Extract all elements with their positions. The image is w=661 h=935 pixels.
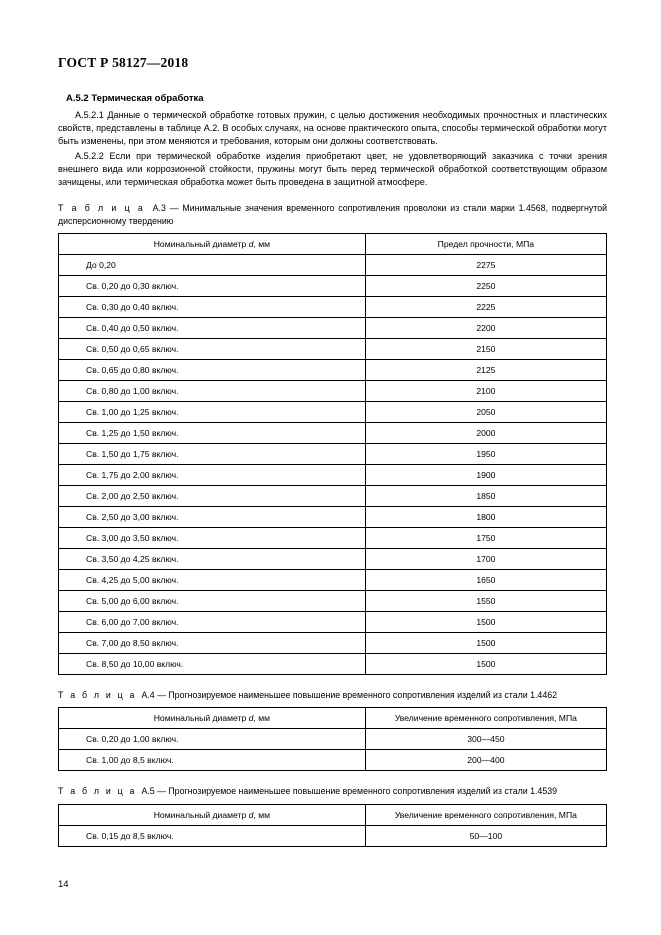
section-heading: А.5.2 Термическая обработка: [66, 93, 204, 104]
table-a3-header-row: [59, 234, 607, 255]
table-row: [59, 339, 607, 360]
cell-strength: 2125: [365, 360, 606, 381]
cell-diameter: Св. 0,15 до 8,5 включ.: [59, 825, 366, 846]
cell-diameter: Св. 1,75 до 2,00 включ.: [59, 465, 366, 486]
table-row: [59, 360, 607, 381]
table-row: [59, 381, 607, 402]
table-a4: [58, 707, 607, 771]
cell-diameter: Св. 0,30 до 0,40 включ.: [59, 297, 366, 318]
cell-strength: 1500: [365, 633, 606, 654]
cell-strength: 1900: [365, 465, 606, 486]
table-a3-caption-text: — Минимальные значения временного сопротивления проволоки из стали марки 1.4568, подвергнутой дисперсионному твердению: [58, 203, 608, 226]
cell-strength: 2275: [365, 255, 606, 276]
table-a5-caption-text: — Прогнозируемое наименьшее повышение временного сопротивления изделий из стали 1.4539: [157, 786, 557, 797]
table-row: [59, 297, 607, 318]
cell-strength: 1950: [365, 444, 606, 465]
cell-strength: 1750: [365, 528, 606, 549]
cell-diameter: Св. 1,00 до 8,5 включ.: [59, 750, 366, 771]
table-row: [59, 654, 607, 675]
table-row: [59, 486, 607, 507]
cell-diameter: Св. 0,40 до 0,50 включ.: [59, 318, 366, 339]
cell-increase: 50—100: [365, 825, 606, 846]
cell-strength: 2000: [365, 423, 606, 444]
table-a3: [58, 233, 607, 675]
table-a4-caption-label: Т а б л и ц а: [58, 690, 137, 701]
paragraph-a522: А.5.2.2 Если при термической обработке изделия приобретают цвет, не удовлетворяющий заказчика с точки зрения внешнего вида или коррозионной стойкости, пружины могут быть перед термической обработкой соответствующим образом зачищены, или термическая обработка может быть проведена в защитной атмосфере.: [58, 150, 607, 187]
table-a5-caption-number: А.5: [141, 786, 155, 797]
table-row: [59, 750, 607, 771]
cell-strength: 2225: [365, 297, 606, 318]
cell-increase: 300—450: [365, 729, 606, 750]
table-a4-col-diameter: Номинальный диаметр d, мм: [59, 708, 366, 729]
cell-diameter: Св. 6,00 до 7,00 включ.: [59, 612, 366, 633]
table-row: [59, 423, 607, 444]
cell-diameter: Св. 1,00 до 1,25 включ.: [59, 402, 366, 423]
cell-strength: 1800: [365, 507, 606, 528]
paragraph-a521: А.5.2.1 Данные о термической обработке готовых пружин, с целью достижения необходимых прочностных и пластических свойств, представлены в таблице А.2. В особых случаях, на основе практического опыта, способы термической обработки могут быть изменены, при этом меняются и требования, которым они должны соответствовать.: [58, 110, 607, 146]
cell-diameter: Св. 0,65 до 0,80 включ.: [59, 360, 366, 381]
cell-diameter: Св. 0,50 до 0,65 включ.: [59, 339, 366, 360]
table-a3-col-diameter: Номинальный диаметр d, мм: [59, 234, 366, 255]
cell-diameter: Св. 2,00 до 2,50 включ.: [59, 486, 366, 507]
table-row: [59, 528, 607, 549]
table-row: [59, 612, 607, 633]
table-a5-col-diameter: Номинальный диаметр d, мм: [59, 804, 366, 825]
table-row: [59, 507, 607, 528]
table-a3-col-strength: Предел прочности, МПа: [365, 234, 606, 255]
table-a3-caption-number: А.3: [152, 203, 166, 214]
cell-diameter: Св. 1,50 до 1,75 включ.: [59, 444, 366, 465]
table-row: [59, 570, 607, 591]
cell-diameter: Св. 0,80 до 1,00 включ.: [59, 381, 366, 402]
cell-strength: 2250: [365, 276, 606, 297]
cell-diameter: Св. 3,00 до 3,50 включ.: [59, 528, 366, 549]
cell-diameter: Св. 1,25 до 1,50 включ.: [59, 423, 366, 444]
cell-diameter: Св. 0,20 до 1,00 включ.: [59, 729, 366, 750]
table-a4-caption-text: — Прогнозируемое наименьшее повышение временного сопротивления изделий из стали 1.4462: [157, 690, 557, 701]
table-row: [59, 255, 607, 276]
table-row: [59, 402, 607, 423]
table-a4-caption: [58, 689, 607, 701]
table-row: [59, 318, 607, 339]
table-a4-col-increase: Увеличение временного сопротивления, МПа: [365, 708, 606, 729]
cell-diameter: До 0,20: [59, 255, 366, 276]
table-row: [59, 276, 607, 297]
cell-strength: 1700: [365, 549, 606, 570]
cell-strength: 1850: [365, 486, 606, 507]
cell-strength: 2100: [365, 381, 606, 402]
cell-diameter: Св. 8,50 до 10,00 включ.: [59, 654, 366, 675]
table-a5-caption-label: Т а б л и ц а: [58, 786, 137, 797]
cell-strength: 2050: [365, 402, 606, 423]
table-a4-header-row: [59, 708, 607, 729]
table-row: [59, 591, 607, 612]
table-a4-caption-number: А.4: [141, 690, 155, 701]
cell-increase: 200—400: [365, 750, 606, 771]
page-title: ГОСТ Р 58127—2018: [58, 55, 189, 70]
table-a5: [58, 804, 607, 847]
cell-diameter: Св. 3,50 до 4,25 включ.: [59, 549, 366, 570]
table-a5-col-increase: Увеличение временного сопротивления, МПа: [365, 804, 606, 825]
table-a3-caption-label: Т а б л и ц а: [58, 203, 145, 214]
cell-diameter: Св. 4,25 до 5,00 включ.: [59, 570, 366, 591]
table-a5-header-row: [59, 804, 607, 825]
cell-strength: 1500: [365, 654, 606, 675]
table-row: [59, 729, 607, 750]
cell-strength: 1650: [365, 570, 606, 591]
cell-strength: 2150: [365, 339, 606, 360]
cell-strength: 1550: [365, 591, 606, 612]
cell-diameter: Св. 5,00 до 6,00 включ.: [59, 591, 366, 612]
cell-strength: 1500: [365, 612, 606, 633]
table-row: [59, 465, 607, 486]
table-a3-caption: [58, 202, 607, 227]
cell-strength: 2200: [365, 318, 606, 339]
cell-diameter: Св. 0,20 до 0,30 включ.: [59, 276, 366, 297]
table-row: [59, 825, 607, 846]
table-row: [59, 444, 607, 465]
cell-diameter: Св. 2,50 до 3,00 включ.: [59, 507, 366, 528]
table-row: [59, 549, 607, 570]
cell-diameter: Св. 7,00 до 8,50 включ.: [59, 633, 366, 654]
table-a5-caption: [58, 785, 607, 797]
page-number: 14: [58, 879, 69, 890]
table-row: [59, 633, 607, 654]
